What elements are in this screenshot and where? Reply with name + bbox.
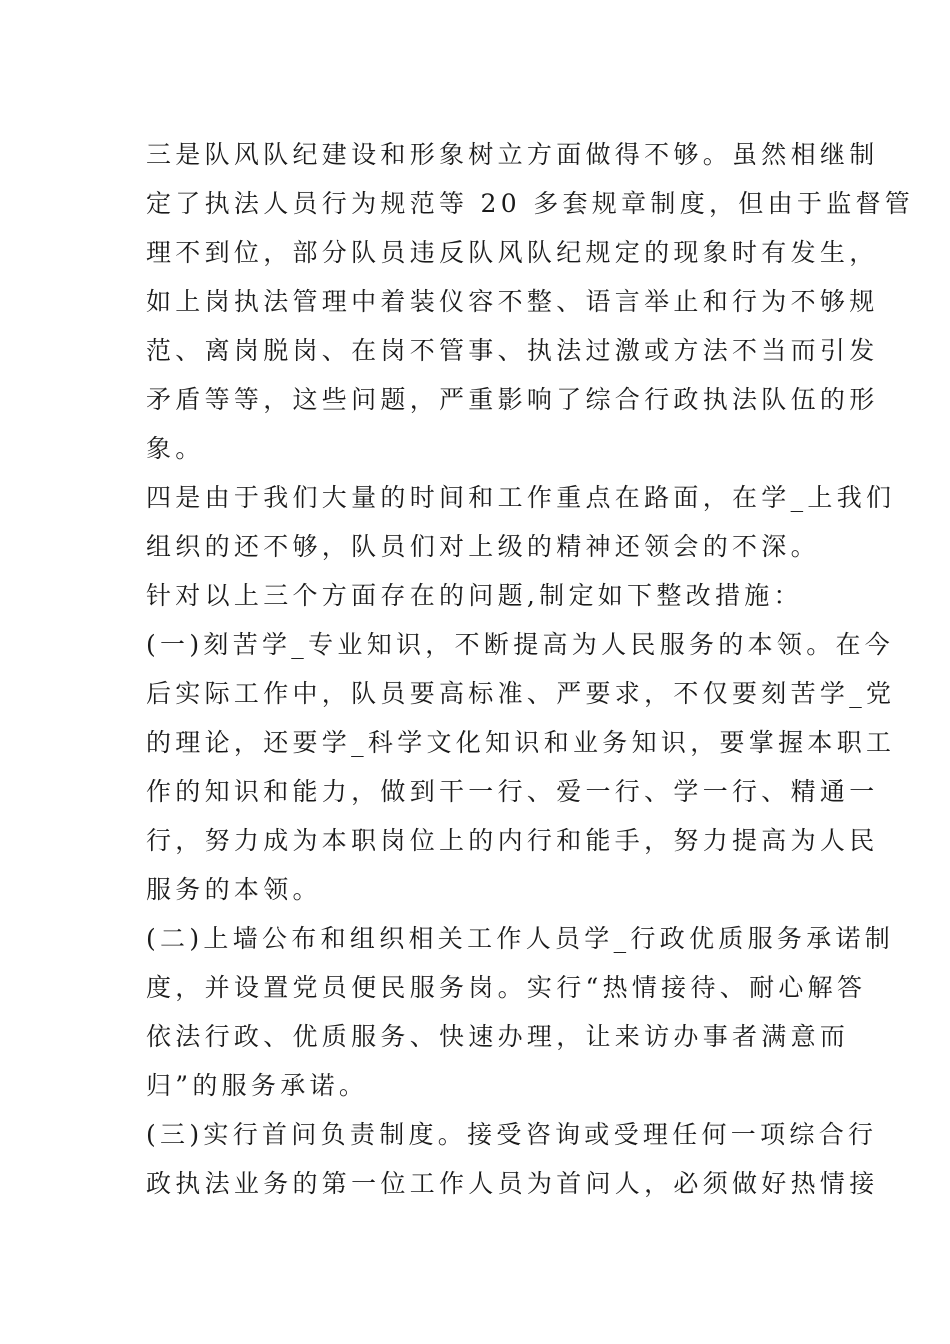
- text-line: 范、离岗脱岗、在岗不管事、执法过激或方法不当而引发: [146, 336, 879, 365]
- text-line: 针对以上三个方面存在的问题,制定如下整改措施：: [146, 581, 803, 610]
- text-line: 四是由于我们大量的时间和工作重点在路面，在学_上我们: [146, 483, 896, 512]
- paragraph-measure-2: [146, 914, 895, 1110]
- text-line: 后实际工作中，队员要高标准、严要求，不仅要刻苦学_党: [146, 679, 896, 708]
- text-line: (二)上墙公布和组织相关工作人员学_行政优质服务承诺制: [146, 924, 895, 953]
- paragraph-study-organization: [146, 473, 896, 571]
- paragraph-measure-3: [146, 1110, 879, 1208]
- text-line: 行，努力成为本职岗位上的内行和能手，努力提高为人民: [146, 826, 879, 855]
- text-line: 的理论，还要学_科学文化知识和业务知识，要掌握本职工: [146, 728, 896, 757]
- document-body: [146, 130, 915, 1208]
- text-line: 作的知识和能力，做到干一行、爱一行、学一行、精通一: [146, 777, 879, 806]
- text-line: 度，并设置党员便民服务岗。实行“热情接待、耐心解答: [146, 973, 867, 1002]
- text-line: 归”的服务承诺。: [146, 1071, 369, 1100]
- text-line: 三是队风队纪建设和形象树立方面做得不够。虽然相继制: [146, 140, 879, 169]
- text-line: 理不到位，部分队员违反队风队纪规定的现象时有发生，: [146, 238, 879, 267]
- text-line: 政执法业务的第一位工作人员为首问人，必须做好热情接: [146, 1169, 879, 1198]
- text-line: (一)刻苦学_专业知识，不断提高为人民服务的本领。在今: [146, 630, 895, 659]
- text-line: 矛盾等等，这些问题，严重影响了综合行政执法队伍的形: [146, 385, 879, 414]
- text-line: 服务的本领。: [146, 875, 322, 904]
- text-line: 象。: [146, 434, 205, 463]
- paragraph-team-discipline: [146, 130, 915, 473]
- paragraph-measures-intro: [146, 571, 810, 620]
- text-line: 组织的还不够，队员们对上级的精神还领会的不深。: [146, 532, 820, 561]
- text-line: 如上岗执法管理中着装仪容不整、语言举止和行为不够规: [146, 287, 879, 316]
- paragraph-measure-1: [146, 620, 896, 914]
- text-line: 依法行政、优质服务、快速办理，让来访办事者满意而: [146, 1022, 850, 1051]
- text-line: 定了执法人员行为规范等 20 多套规章制度，但由于监督管: [146, 189, 915, 218]
- text-line: (三)实行首问负责制度。接受咨询或受理任何一项综合行: [146, 1120, 878, 1149]
